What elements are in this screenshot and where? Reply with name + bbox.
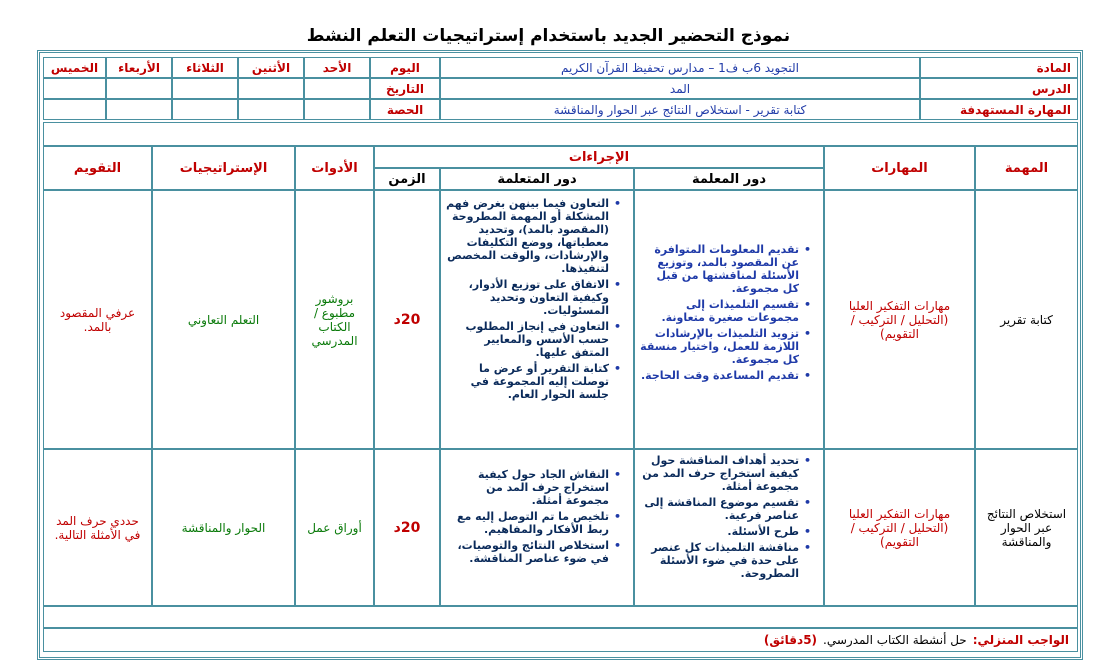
list-item: • تقديم المساعدة وقت الحاجة. [639,369,799,382]
header-tools: الأدوات [295,146,374,190]
period-cell [238,99,304,120]
list-item: • مناقشة التلميذات كل عنصر على حدة في ضوء الأسئلة المطروحة. [639,541,799,580]
period-cell [43,99,106,120]
list-item: • كتابة التقرير أو عرض ما توصلت إليه المجموعة في جلسة الحوار العام. [445,362,609,401]
row2-skills: مهارات التفكير العليا (التحليل / التركيب / التقويم) [824,449,975,606]
list-item: • استخلاص النتائج والتوصيات، في ضوء عناصر المناقشة. [445,539,609,565]
row1-strategy: التعلم التعاوني [152,190,295,449]
row1-student-role [440,190,634,449]
date-cell [43,78,106,99]
row1-time: 20د [374,190,440,449]
skill-value: كتابة تقرير - استخلاص النتائج عبر الحوار والمناقشة [440,99,920,120]
spacer-row [43,606,1078,628]
list-item: • تحديد أهداف المناقشة حول كيفية استخراج حرف المد من مجموعة أمثلة. [639,454,799,493]
header-procedures: الإجراءات [374,146,824,168]
subject-value: التجويد 6ب ف1 – مدارس تحفيظ القرآن الكريم [440,57,920,78]
row2-time: 20د [374,449,440,606]
header-strategies: الإستراتيجيات [152,146,295,190]
header-time: الزمن [374,168,440,190]
row1-task: كتابة تقرير [975,190,1078,449]
list-item: • تزويد التلميذات بالإرشادات اللازمة للعمل، واختيار منسقة كل مجموعة. [639,327,799,366]
list-item: • طرح الأسئلة. [639,525,799,538]
period-cell [172,99,238,120]
row1-tools: بروشور مطبوع / الكتاب المدرسي [295,190,374,449]
row2-evaluation: حددي حرف المد في الأمثلة التالية. [43,449,152,606]
list-item: • تقديم المعلومات المتوافرة عن المقصود بالمد، وتوزيع الأسئلة لمناقشتها من قبل كل مجموعة. [639,243,799,295]
header-teacher-role: دور المعلمة [634,168,824,190]
page-title: نموذج التحضير الجديد باستخدام إستراتيجيات التعلم النشط [306,26,791,46]
lesson-value: المد [440,78,920,99]
list-item: • تقسيم التلميذات إلى مجموعات صغيرة متعاونة. [639,298,799,324]
list-item: • تلخيص ما تم التوصل إليه مع ربط الأفكار والمفاهيم. [445,510,609,536]
list-item: • الاتفاق على توزيع الأدوار، وكيفية التعاون وتحديد المسئوليات. [445,278,609,317]
row2-strategy: الحوار والمناقشة [152,449,295,606]
header-evaluation: التقويم [43,146,152,190]
row2-tools: أوراق عمل [295,449,374,606]
day-tuesday: الثلاثاء [172,57,238,78]
header-student-role: دور المتعلمة [440,168,634,190]
list-item: • التعاون فيما بينهن بغرض فهم المشكلة أو المهمة المطروحة (المقصود بالمد)، وتحديد معطياتها، ووضع التكليفات والإرشادات، والوقت المخصص لتنفيذها. [445,197,609,275]
list-item: • النقاش الجاد حول كيفية استخراج حرف المد من مجموعة أمثلة. [445,468,609,507]
day-sunday: الأحد [304,57,370,78]
skill-label: المهارة المستهدفة [920,99,1078,120]
period-cell [304,99,370,120]
row1-teacher-role [634,190,824,449]
day-thursday: الخميس [43,57,106,78]
lesson-label: الدرس [920,78,1078,99]
date-cell [304,78,370,99]
list-item: • التعاون في إنجاز المطلوب حسب الأسس والمعايير المتفق عليها. [445,320,609,359]
homework-row [43,628,1078,652]
period-cell [106,99,172,120]
date-cell [172,78,238,99]
date-cell [106,78,172,99]
date-cell [238,78,304,99]
subject-label: المادة [920,57,1078,78]
date-label: التاريخ [370,78,440,99]
row2-teacher-role [634,449,824,606]
day-label: اليوم [370,57,440,78]
day-wednesday: الأربعاء [106,57,172,78]
row1-evaluation: عرفي المقصود بالمد. [43,190,152,449]
header-task: المهمة [975,146,1078,190]
spacer-row [43,122,1078,146]
row2-task: استخلاص النتائج عبر الحوار والمناقشة [975,449,1078,606]
homework-text: حل أنشطة الكتاب المدرسي. [823,633,967,647]
day-monday: الأثنين [238,57,304,78]
homework-duration: (5دقائق) [763,633,818,647]
period-label: الحصة [370,99,440,120]
header-skills: المهارات [824,146,975,190]
row1-skills: مهارات التفكير العليا (التحليل / التركيب / التقويم) [824,190,975,449]
homework-label: الواجب المنزلي: [972,633,1069,647]
row2-student-role [440,449,634,606]
list-item: • تقسيم موضوع المناقشة إلى عناصر فرعية. [639,496,799,522]
